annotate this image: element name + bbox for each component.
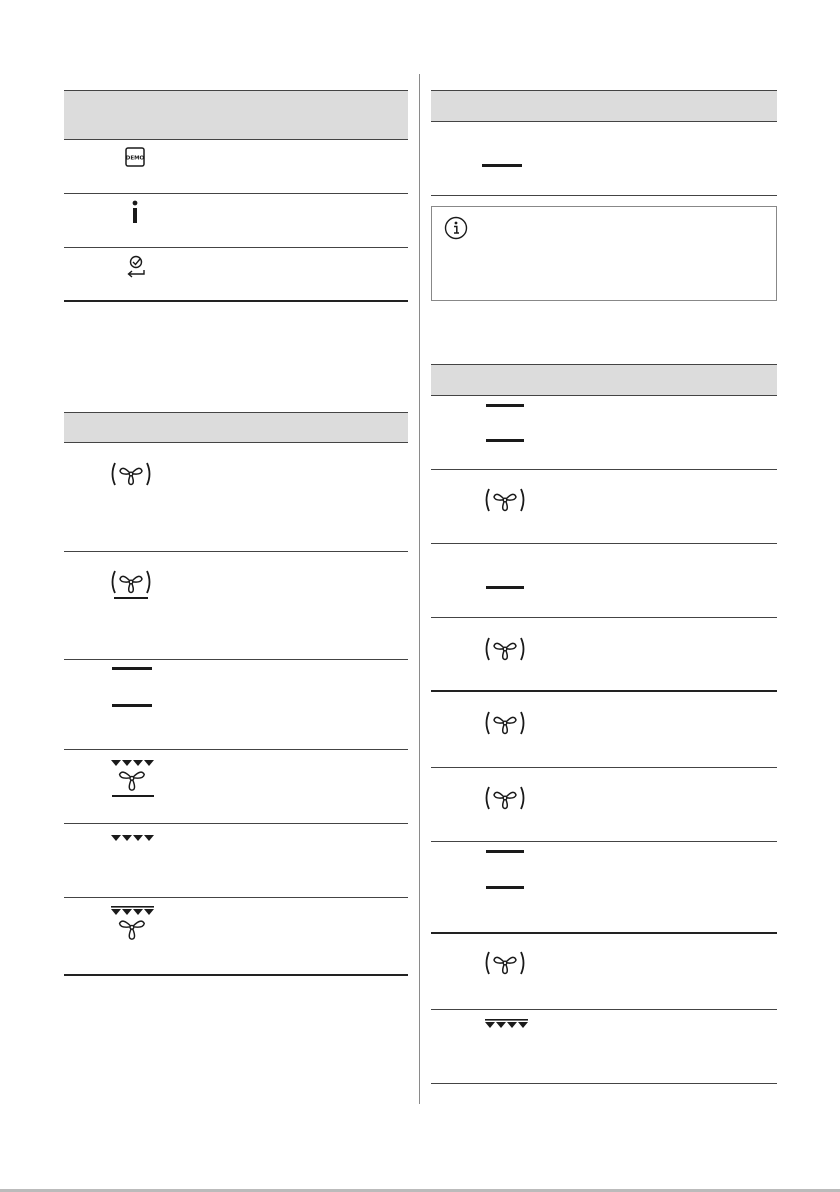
table-row xyxy=(64,824,408,898)
table-row xyxy=(431,934,777,1010)
grill-fan-icon xyxy=(110,906,156,948)
bar-icon xyxy=(482,164,522,167)
table-row xyxy=(431,842,777,934)
right-table-bottom xyxy=(431,364,777,1084)
table-row xyxy=(431,1010,777,1084)
grill-fan-bottom-icon xyxy=(110,759,156,799)
table-row xyxy=(431,768,777,842)
fan-icon xyxy=(484,950,526,976)
table-row xyxy=(431,692,777,768)
table-row xyxy=(64,248,408,302)
table-row xyxy=(64,750,408,824)
table-row xyxy=(64,140,408,194)
table-row xyxy=(431,122,777,196)
fan-icon xyxy=(484,636,526,662)
table-row xyxy=(64,660,408,750)
table-header xyxy=(64,90,408,140)
table-row xyxy=(431,544,777,618)
info-circle-icon xyxy=(444,216,468,245)
table-row xyxy=(431,618,777,692)
fan-icon xyxy=(484,487,526,513)
right-table-top xyxy=(431,90,777,196)
table-row xyxy=(431,396,777,470)
grill-icon xyxy=(110,834,156,844)
check-return-icon xyxy=(126,255,146,279)
fan-icon xyxy=(484,785,526,811)
table-header xyxy=(431,364,777,396)
fan-bottom-heat-icon xyxy=(110,569,152,601)
fan-icon xyxy=(110,461,152,487)
table-row xyxy=(64,552,408,660)
table-header xyxy=(64,412,408,443)
dual-bar-icon xyxy=(112,667,152,709)
bar-icon xyxy=(486,586,524,589)
left-table-top xyxy=(64,90,408,302)
table-row xyxy=(64,194,408,248)
table-header xyxy=(431,90,777,122)
table-row xyxy=(64,898,408,976)
info-note xyxy=(431,206,777,301)
dual-bar-icon xyxy=(486,404,524,446)
fan-icon xyxy=(484,710,526,736)
left-table-bottom xyxy=(64,412,408,976)
column-divider xyxy=(419,74,420,1104)
table-row xyxy=(64,443,408,552)
info-icon xyxy=(131,200,139,224)
demo-icon xyxy=(125,147,145,167)
demo-label: DEMO xyxy=(125,155,145,162)
dual-bar-icon xyxy=(486,850,524,892)
grill-icon xyxy=(484,1019,530,1029)
table-row xyxy=(431,470,777,544)
